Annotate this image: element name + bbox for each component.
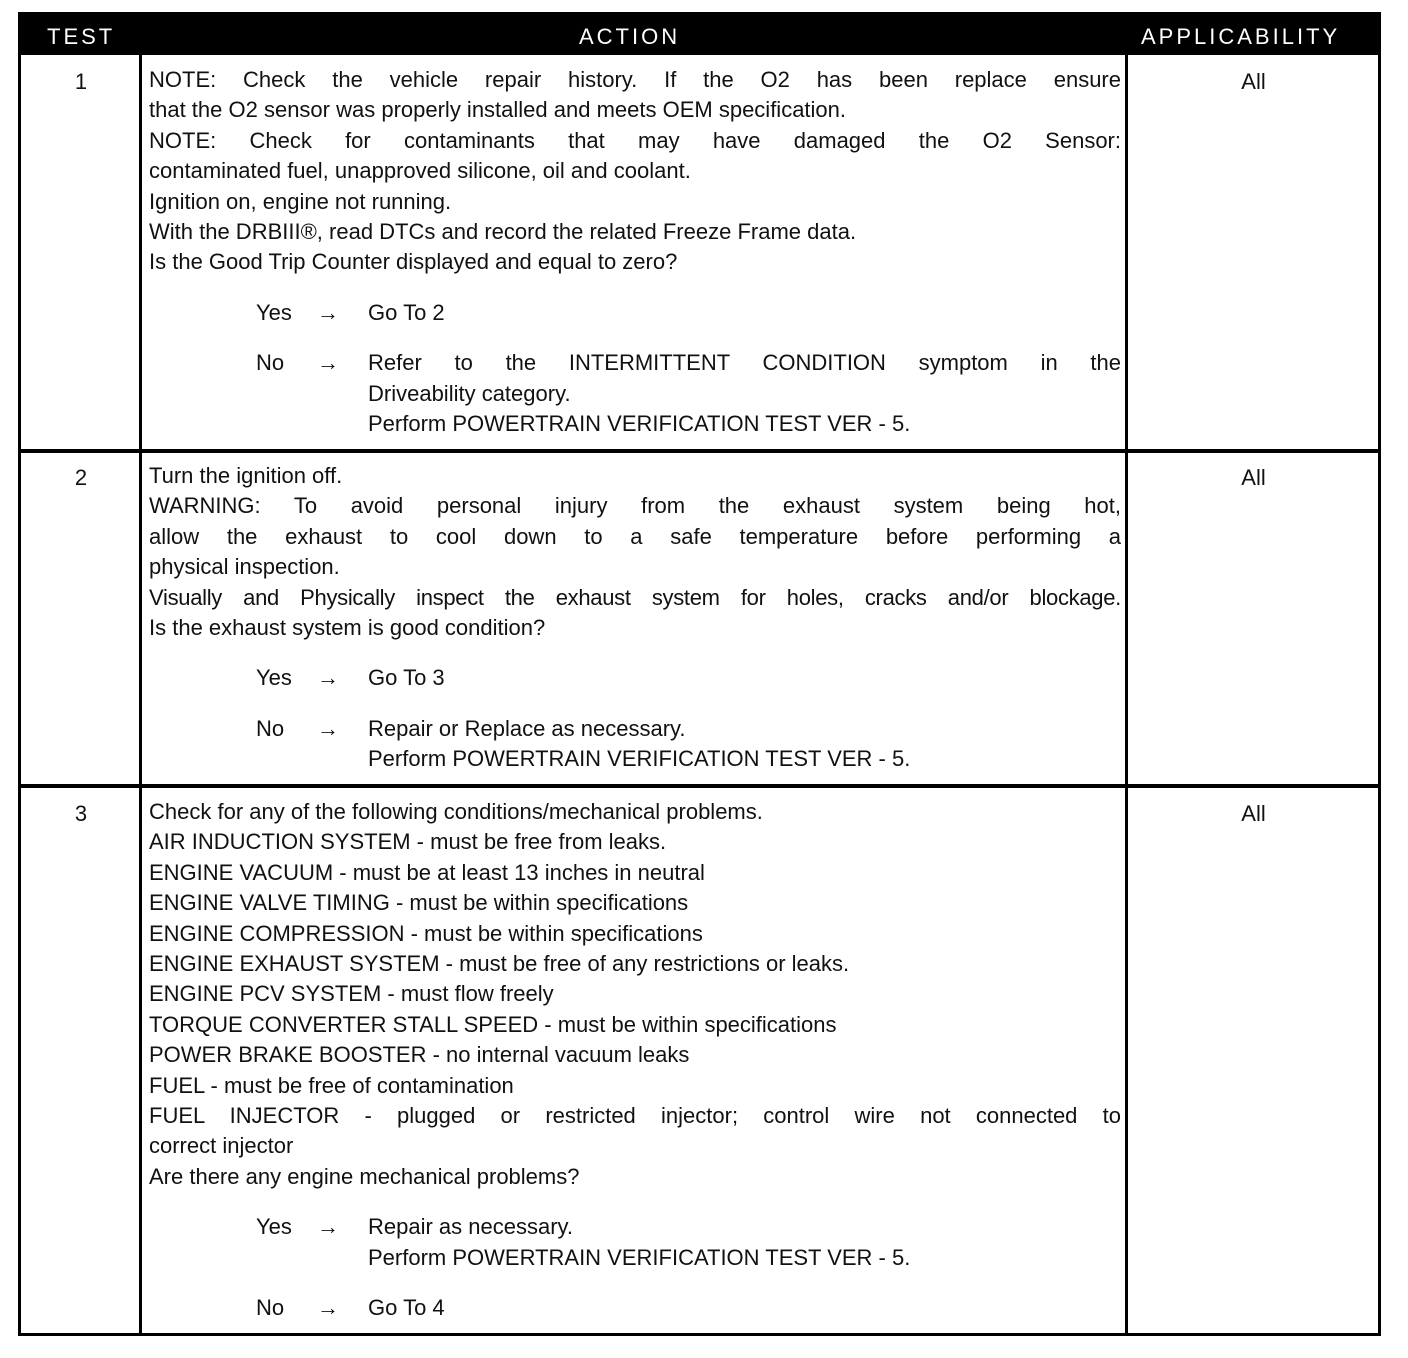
action-line: Turn the ignition off. (149, 463, 343, 488)
action-line: Check for any of the following conditions/mechanical problems. (149, 799, 763, 824)
header-test: TEST (47, 24, 116, 49)
table-row (21, 55, 1378, 449)
arrow-icon: → (317, 1214, 339, 1240)
table-row (21, 453, 1378, 784)
header-applicability: APPLICABILITY (1141, 24, 1341, 49)
action-line: that the O2 sensor was properly installed and meets OEM specification. (149, 97, 847, 123)
action-line: FUEL - must be free of contamination (149, 1072, 514, 1098)
answer-text: Perform POWERTRAIN VERIFICATION TEST VER - 5. (368, 746, 911, 772)
answer-key: Yes (256, 1214, 292, 1240)
table-header (21, 15, 1378, 55)
action-line: TORQUE CONVERTER STALL SPEED - must be within specifications (149, 1011, 837, 1037)
action-line: ENGINE VALVE TIMING - must be within specifications (149, 890, 689, 916)
yes-answer (149, 663, 1121, 693)
action-line: correct injector (149, 1133, 294, 1159)
answer-text: Go To 2 (368, 299, 445, 325)
answer-text: Repair as necessary. (368, 1214, 574, 1240)
no-answer (149, 714, 1121, 744)
answer-text: Refer to the INTERMITTENT CONDITION symptom in the (368, 350, 1121, 376)
action-line: ENGINE EXHAUST SYSTEM - must be free of any restrictions or leaks. (149, 951, 850, 977)
arrow-icon: → (317, 1295, 339, 1321)
action-line: NOTE: Check for contaminants that may have damaged the O2 Sensor: (149, 127, 1121, 153)
table-row (21, 788, 1378, 1333)
action-text (149, 797, 1121, 1323)
no-answer (149, 1293, 1121, 1323)
arrow-icon: → (317, 715, 339, 741)
answer-key: No (256, 350, 285, 376)
test-number: 1 (74, 69, 88, 94)
action-line: Visually and Physically inspect the exhaust system for holes, cracks and/or blockage. (149, 584, 1121, 610)
no-answer (149, 348, 1121, 378)
action-line: WARNING: To avoid personal injury from the exhaust system being hot, (149, 493, 1121, 519)
applicability-value: All (1241, 69, 1266, 94)
action-line: Are there any engine mechanical problems? (149, 1163, 580, 1189)
answer-key: Yes (256, 665, 292, 691)
yes-answer (149, 298, 1121, 328)
action-line: Ignition on, engine not running. (149, 188, 452, 214)
action-line: NOTE: Check the vehicle repair history. If the O2 has been replace ensure (149, 67, 1121, 92)
action-line: ENGINE VACUUM - must be at least 13 inches in neutral (149, 859, 705, 885)
applicability-value: All (1241, 801, 1266, 826)
answer-text: Go To 3 (368, 665, 445, 691)
arrow-icon: → (317, 350, 339, 376)
answer-text: Driveability category. (368, 380, 571, 406)
action-line: FUEL INJECTOR - plugged or restricted injector; control wire not connected to (149, 1103, 1121, 1129)
applicability-value: All (1241, 465, 1266, 490)
test-number: 3 (74, 801, 88, 826)
action-line: Is the Good Trip Counter displayed and equal to zero? (149, 249, 678, 275)
action-text (149, 65, 1121, 439)
arrow-icon: → (317, 665, 339, 691)
action-line: physical inspection. (149, 554, 340, 580)
answer-text: Go To 4 (368, 1295, 445, 1321)
action-line: ENGINE COMPRESSION - must be within specifications (149, 920, 703, 946)
diagnostic-test-table (18, 12, 1381, 1336)
action-line: ENGINE PCV SYSTEM - must flow freely (149, 981, 554, 1007)
action-line: With the DRBIII®, read DTCs and record the related Freeze Frame data. (149, 219, 857, 245)
test-number: 2 (74, 465, 88, 490)
answer-key: Yes (256, 299, 292, 325)
answer-text: Perform POWERTRAIN VERIFICATION TEST VER - 5. (368, 1244, 911, 1270)
answer-text: Perform POWERTRAIN VERIFICATION TEST VER - 5. (368, 411, 911, 437)
answer-text: Repair or Replace as necessary. (368, 715, 686, 741)
action-line: allow the exhaust to cool down to a safe temperature before performing a (149, 523, 1121, 549)
action-line: POWER BRAKE BOOSTER - no internal vacuum leaks (149, 1042, 690, 1068)
header-action: ACTION (579, 24, 681, 49)
yes-answer (149, 1212, 1121, 1242)
action-line: AIR INDUCTION SYSTEM - must be free from leaks. (149, 829, 667, 855)
action-text (149, 461, 1121, 775)
action-line: contaminated fuel, unapproved silicone, oil and coolant. (149, 158, 691, 184)
answer-key: No (256, 715, 285, 741)
answer-key: No (256, 1295, 285, 1321)
arrow-icon: → (317, 299, 339, 325)
action-line: Is the exhaust system is good condition? (149, 615, 546, 641)
